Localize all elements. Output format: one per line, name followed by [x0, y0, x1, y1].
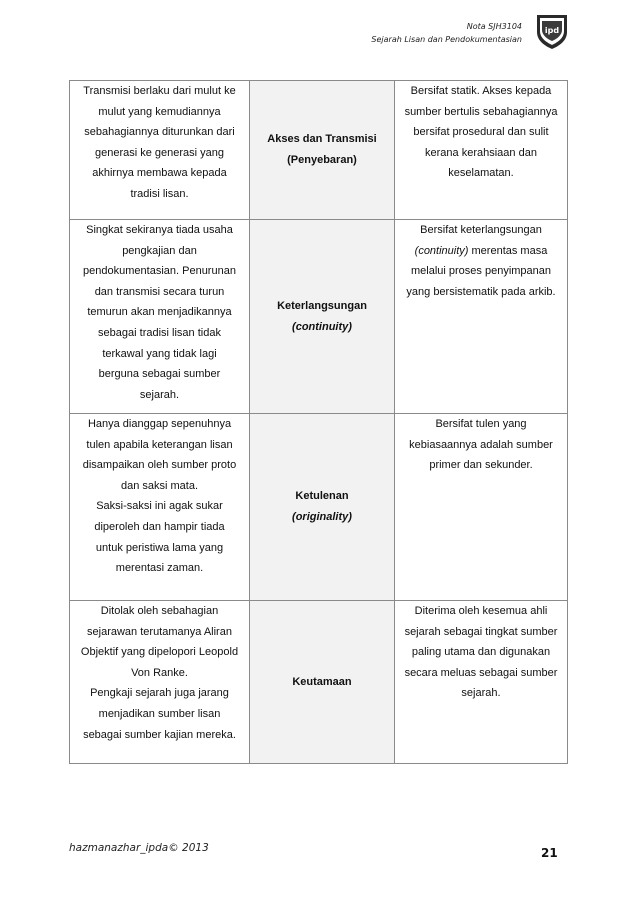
criterion-cell: Ketulenan (originality) — [250, 414, 395, 601]
comparison-table — [69, 80, 568, 764]
table-row — [70, 601, 568, 764]
oral-tradition-cell: Singkat sekiranya tiada usaha pengkajian dan pendokumentasian. Penurunan dan transmisi secara turun temurun akan menjadikannya sebagai tradisi lisan tidak terkawal yang tidak lagi berguna sebagai sumber sejarah. — [70, 220, 250, 414]
table-row — [70, 220, 568, 414]
oral-tradition-cell: Transmisi berlaku dari mulut ke mulut yang kemudiannya sebahagiannya diturunkan dari generasi ke generasi yang akhirnya membawa kepada tradisi lisan. — [70, 81, 250, 220]
written-source-cell: Bersifat keterlangsungan (continuity) merentas masa melalui proses penyimpanan yang bersistematik pada arkib. — [395, 220, 568, 414]
oral-tradition-cell: Hanya dianggap sepenuhnya tulen apabila keterangan lisan disampaikan oleh sumber proto dan saksi mata. Saksi-saksi ini agak sukar diperoleh dan hampir tiada untuk peristiwa lama yang merentasi zaman. — [70, 414, 250, 601]
logo-text: ipd — [544, 26, 560, 35]
criterion-cell: Keterlangsungan (continuity) — [250, 220, 395, 414]
written-source-cell: Bersifat statik. Akses kepada sumber bertulis sebahagiannya bersifat prosedural dan sulit kerana kerahsiaan dan keselamatan. — [395, 81, 568, 220]
page-header — [340, 20, 522, 46]
page-number: 21 — [541, 846, 558, 860]
oral-tradition-cell: Ditolak oleh sebahagian sejarawan terutamanya Aliran Objektif yang dipelopori Leopold Von Ranke. Pengkaji sejarah juga jarang menjadikan sumber lisan sebagai sumber kajian mereka. — [70, 601, 250, 764]
written-source-cell: Bersifat tulen yang kebiasaannya adalah sumber primer dan sekunder. — [395, 414, 568, 601]
header-course-title: Sejarah Lisan dan Pendokumentasian — [371, 35, 522, 44]
criterion-cell: Keutamaan — [250, 601, 395, 764]
header-course-code: Nota SJH3104 — [466, 22, 522, 31]
table-row — [70, 414, 568, 601]
footer-credit: hazmanazhar_ipda© 2013 — [69, 842, 209, 854]
criterion-cell: Akses dan Transmisi (Penyebaran) — [250, 81, 395, 220]
institute-logo-icon — [535, 12, 569, 50]
table-row — [70, 81, 568, 220]
written-source-cell: Diterima oleh kesemua ahli sejarah sebagai tingkat sumber paling utama dan digunakan secara meluas sebagai sumber sejarah. — [395, 601, 568, 764]
